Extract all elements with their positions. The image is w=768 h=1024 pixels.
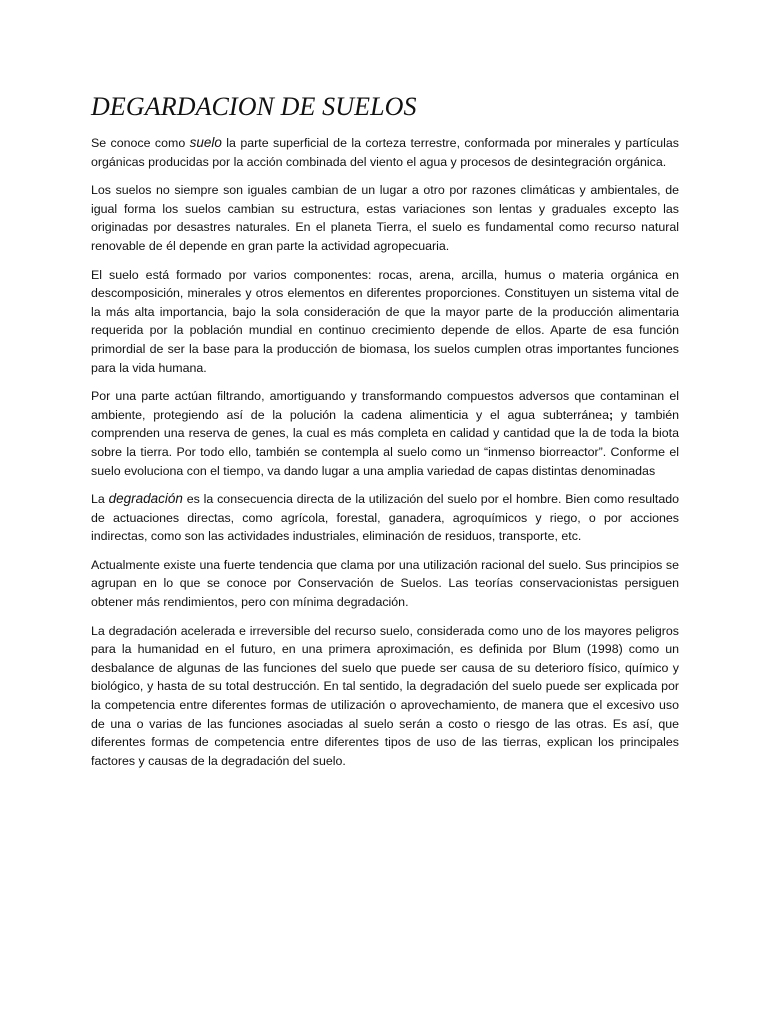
paragraph-text: es la consecuencia directa de la utilización del suelo por el hombre. Bien como resultado de actuaciones directas, como agrícola, forestal, ganadera, agroquímicos y riego, o por acciones indirectas, como son las actividades industriales, eliminación de residuos, transporte, etc. <box>91 492 679 544</box>
document-page <box>91 90 679 780</box>
paragraph-functions <box>91 387 679 480</box>
emphasized-term: suelo <box>189 135 222 150</box>
paragraph-text: La <box>91 492 109 507</box>
paragraph-degradation <box>91 490 679 546</box>
paragraph-components: El suelo está formado por varios componentes: rocas, arena, arcilla, humus o materia orgánica en descomposición, minerales y otros elementos en diferentes proporciones. Constituyen un sistema vital de la más alta importancia, bajo la sola consideración de que la mayor parte de la producción alimentaria requerida por la población mundial en continuo crecimiento depende de ellos. Aparte de esa función primordial de ser la base para la producción de biomasa, los suelos cumplen otras importantes funciones para la vida humana. <box>91 267 679 375</box>
paragraph-text: la parte superficial de la corteza terrestre, conformada por minerales y partículas orgánicas producidas por la acción combinada del viento el agua y procesos de desintegración orgánica. <box>91 136 679 169</box>
paragraph-variation: Los suelos no siempre son iguales cambian de un lugar a otro por razones climáticas y ambientales, de igual forma los suelos cambian su estructura, estas variaciones son lentas y graduales excepto las originadas por desastres naturales. En el planeta Tierra, el suelo es fundamental como recurso natural renovable de él depende en gran parte la actividad agropecuaria. <box>91 183 679 253</box>
paragraph-definition <box>91 134 679 171</box>
emphasized-term: degradación <box>108 491 183 507</box>
document-title: DEGARDACION DE SUELOS <box>91 92 417 121</box>
paragraph-text: y también comprenden una reserva de genes, la cual es más completa en calidad y cantidad que la de toda la biota sobre la tierra. Por todo ello, también se contempla al suelo como un “inmenso biorreactor”. Conforme el suelo evoluciona con el tiempo, va dando lugar a una amplia variedad de capas distintas denominadas <box>91 407 679 478</box>
paragraph-text: Por una parte actúan filtrando, amortiguando y transformando compuestos adversos que contaminan el ambiente, protegiendo así de la polución la cadena alimenticia y el agua subterránea <box>91 389 679 422</box>
bold-semicolon: ; <box>608 407 614 422</box>
paragraph-conservation: Actualmente existe una fuerte tendencia que clama por una utilización racional del suelo. Sus principios se agrupan en lo que se conoce por Conservación de Suelos. Las teorías conservacionistas persiguen obtener más rendimientos, pero con mínima degradación. <box>91 557 679 610</box>
paragraph-text: Se conoce como <box>91 136 190 150</box>
paragraph-accelerated-degradation: La degradación acelerada e irreversible del recurso suelo, considerada como uno de los mayores peligros para la humanidad en el futuro, en una primera aproximación, es definida por Blum (1998) como un desbalance de algunas de las funciones del suelo que puede ser causa de su deterioro físico, químico y biológico, y hasta de su total destrucción. En tal sentido, la degradación del suelo puede ser explicada por la competencia entre diferentes formas de utilización o aprovechamiento, de manera que el excesivo uso de una o varias de las funciones asociadas al suelo serán a costo o riesgo de las otras. Es así, que diferentes formas de competencia entre diferentes tipos de uso de las tierras, explican los principales factores y causas de la degradación del suelo. <box>91 623 679 768</box>
